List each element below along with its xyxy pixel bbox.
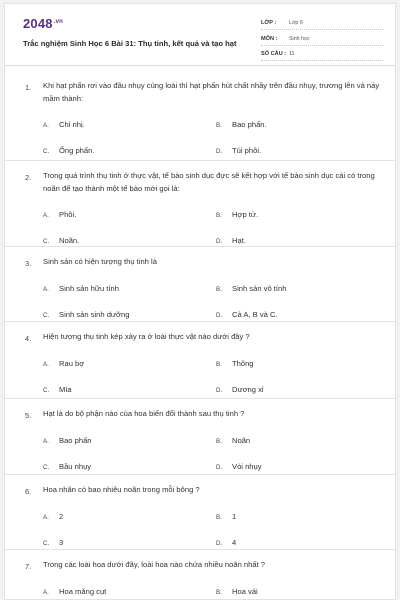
option-letter: B. (216, 212, 222, 219)
question-number: 7. (25, 562, 32, 571)
option-letter: C. (43, 148, 50, 155)
option-text: Túi phôi. (232, 146, 262, 155)
option-letter: A. (43, 212, 49, 219)
option-text: Bao phấn. (232, 120, 267, 129)
question-divider (5, 321, 395, 322)
meta-row-subject (261, 33, 383, 46)
option-text: Hoa vải (232, 587, 258, 596)
option-letter: B. (216, 361, 222, 368)
answer-option[interactable] (216, 120, 267, 129)
option-letter: C. (43, 312, 50, 319)
page-header (5, 4, 395, 66)
logo-suffix: .vn (53, 18, 64, 25)
option-text: Mía (59, 385, 72, 394)
option-letter: A. (43, 361, 49, 368)
quiz-page (4, 3, 396, 600)
option-text: 3 (59, 538, 64, 547)
question-number: 2. (25, 173, 32, 182)
answer-option[interactable] (43, 236, 79, 245)
answer-option[interactable] (43, 284, 119, 293)
page-title: Trắc nghiệm Sinh Học 6 Bài 31: Thụ tinh, kết quả và tạo hạt (23, 39, 237, 48)
question-divider (5, 398, 395, 399)
option-text: Hợp tử. (232, 210, 259, 219)
option-letter: D. (216, 387, 223, 394)
option-letter: B. (216, 589, 222, 596)
option-letter: A. (43, 286, 49, 293)
meta-value: Lớp 6 (289, 20, 303, 26)
answer-option[interactable] (216, 538, 236, 547)
option-letter: A. (43, 514, 49, 521)
option-letter: D. (216, 238, 223, 245)
option-text: Chỉ nhị. (59, 120, 85, 129)
question-divider (5, 549, 395, 550)
answer-option[interactable] (43, 146, 94, 155)
meta-label: MÔN : (261, 35, 278, 42)
option-letter: B. (216, 514, 222, 521)
meta-value: Sinh học (289, 35, 310, 42)
meta-label: SỐ CÂU : (261, 51, 287, 57)
option-text: Noãn. (59, 236, 80, 245)
option-text: Thông (232, 359, 254, 368)
option-text: Dương xỉ (232, 385, 264, 394)
option-letter: D. (216, 148, 223, 155)
option-text: Hạt. (232, 236, 246, 245)
option-text: Noãn (232, 436, 251, 445)
answer-option[interactable] (216, 284, 286, 293)
logo-text: 2048 (23, 16, 53, 31)
answer-option[interactable] (43, 385, 72, 394)
option-letter: D. (216, 464, 223, 471)
answer-option[interactable] (43, 210, 76, 219)
option-text: 1 (232, 512, 237, 521)
option-letter: C. (43, 238, 50, 245)
question-number: 6. (25, 487, 32, 496)
question-text: Khi hạt phấn rơi vào đầu nhụy cùng loài thì hạt phấn hút chất nhầy trên đầu nhụy, trương lên và nảy mầm thành: (43, 81, 380, 103)
answer-option[interactable] (216, 359, 254, 368)
option-letter: D. (216, 540, 223, 547)
option-letter: A. (43, 589, 49, 596)
answer-option[interactable] (43, 120, 85, 129)
option-text: Sinh sản hữu tính (59, 284, 119, 293)
option-text: Rau bợ (59, 359, 85, 368)
option-letter: C. (43, 387, 50, 394)
answer-option[interactable] (216, 385, 264, 394)
meta-row-count (261, 48, 383, 61)
option-text: 4 (232, 538, 237, 547)
question-number: 4. (25, 334, 32, 343)
answer-option[interactable] (43, 310, 129, 319)
option-text: 2 (59, 512, 64, 521)
answer-option[interactable] (43, 512, 63, 521)
option-letter: D. (216, 312, 223, 319)
question-number: 3. (25, 259, 32, 268)
answer-option[interactable] (216, 462, 262, 471)
option-letter: A. (43, 122, 49, 129)
answer-option[interactable] (43, 587, 106, 596)
question-text: Trong các loài hoa dưới đây, loài hoa nào chứa nhiều noãn nhất ? (43, 560, 266, 569)
meta-row-class (261, 17, 383, 30)
option-letter: C. (43, 464, 50, 471)
answer-option[interactable] (216, 310, 278, 319)
option-letter: B. (216, 122, 222, 129)
option-letter: C. (43, 540, 50, 547)
option-text: Ống phấn. (59, 146, 95, 155)
question-number: 1. (25, 83, 32, 92)
answer-option[interactable] (216, 236, 246, 245)
option-text: Bầu nhụy (59, 462, 92, 471)
quiz-meta (261, 17, 383, 64)
option-letter: A. (43, 438, 49, 445)
site-logo[interactable] (23, 16, 63, 31)
question-text: Hoa nhãn có bao nhiêu noãn trong mỗi bông ? (43, 485, 200, 494)
option-text: Bao phấn (59, 436, 92, 445)
question-text: Sinh sản có hiện tượng thụ tinh là (43, 257, 157, 266)
question-text: Trong quá trình thụ tinh ở thực vật, tế bào sinh dục đực sẽ kết hợp với tế bào sinh dục cái có trong noãn để tạo thành một tế bào mới gọi là: (43, 171, 375, 193)
answer-option[interactable] (216, 512, 236, 521)
answer-option[interactable] (216, 436, 250, 445)
question-divider (5, 246, 395, 247)
answer-option[interactable] (216, 146, 261, 155)
answer-option[interactable] (43, 538, 63, 547)
meta-value: 11 (289, 51, 295, 57)
option-text: Phôi. (59, 210, 77, 219)
meta-label: LỚP : (261, 20, 277, 26)
question-text: Hiện tượng thụ tinh kép xảy ra ở loài thực vật nào dưới đây ? (43, 332, 250, 341)
question-divider (5, 474, 395, 475)
answer-option[interactable] (43, 359, 84, 368)
option-text: Sinh sản vô tính (232, 284, 287, 293)
answer-option[interactable] (43, 436, 92, 445)
option-text: Vòi nhụy (232, 462, 262, 471)
option-text: Hoa măng cụt (59, 587, 107, 596)
question-number: 5. (25, 411, 32, 420)
option-letter: B. (216, 286, 222, 293)
option-letter: B. (216, 438, 222, 445)
option-text: Cả A, B và C. (232, 310, 278, 319)
answer-option[interactable] (216, 210, 258, 219)
question-text: Hạt là do bộ phận nào của hoa biến đổi thành sau thụ tinh ? (43, 409, 245, 418)
answer-option[interactable] (216, 587, 258, 596)
option-text: Sinh sản sinh dưỡng (59, 310, 130, 319)
answer-option[interactable] (43, 462, 91, 471)
question-divider (5, 160, 395, 161)
